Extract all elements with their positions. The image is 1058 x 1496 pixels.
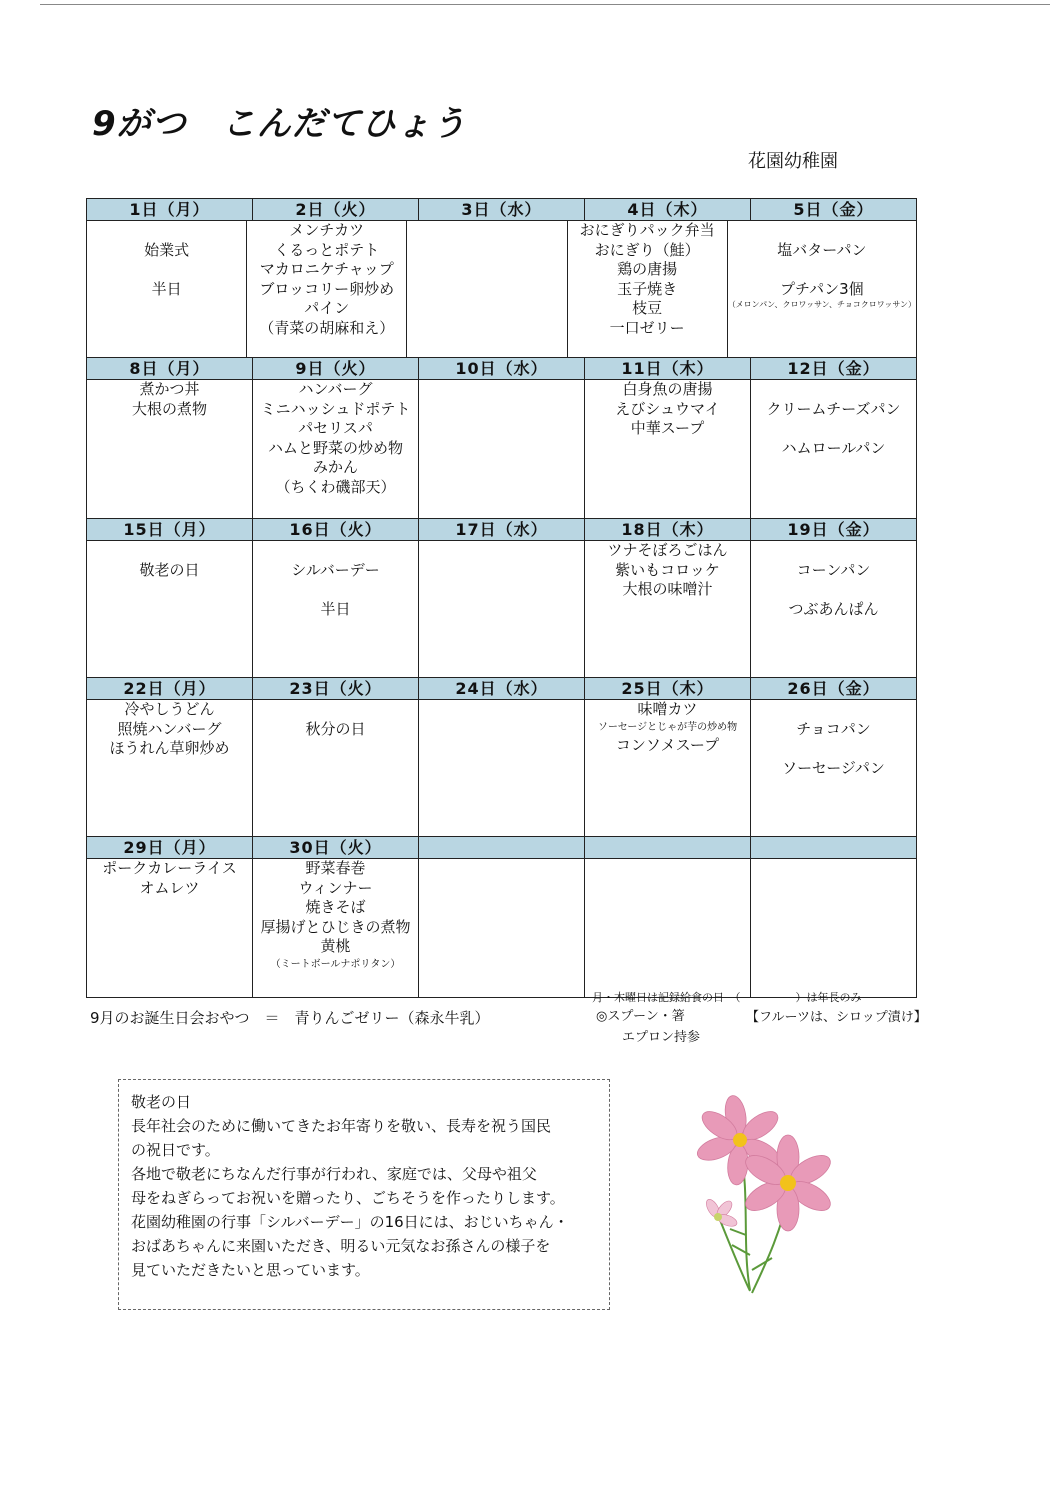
day-header: 1日（月） (129, 200, 210, 219)
day-header: 3日（水） (418, 199, 584, 220)
day-menu-cell (406, 221, 566, 357)
day-header: 22日（月） (123, 679, 216, 698)
menu-item: 煮かつ丼 (139, 380, 200, 398)
menu-item: 大根の煮物 (131, 399, 207, 418)
day-menu-cell (252, 700, 418, 836)
menu-item: ハムロールパン (781, 438, 886, 457)
menu-item: 野菜春巻 (305, 859, 366, 877)
day-header: 29日（月） (123, 838, 216, 857)
menu-item: ハムと野菜の炒め物 (267, 438, 403, 457)
info-box-line: 各地で敬老にちなんだ行事が行われ、家庭では、父母や祖父 (131, 1165, 537, 1183)
menu-item: メンチカツ (289, 221, 365, 239)
day-menu-cell (418, 859, 584, 997)
day-header (750, 837, 916, 858)
info-box-line: おばあちゃんに来園いただき、明るい元気なお孫さんの様子を (131, 1237, 551, 1255)
day-header: 16日（火） (252, 519, 418, 540)
menu-item: シルバーデー (291, 560, 380, 579)
menu-item: パイン (304, 299, 350, 318)
menu-item: （ちくわ磯部天） (275, 477, 396, 496)
menu-item: 一口ゼリー (609, 318, 685, 337)
menu-item: 黄桃 (320, 937, 351, 956)
menu-item: 紫いもコロッケ (615, 560, 720, 579)
menu-item: 秋分の日 (305, 719, 366, 738)
menu-item: つぶあんぱん (788, 599, 879, 618)
week-menu-row (87, 541, 916, 677)
day-header: 26日（金） (750, 678, 916, 699)
menu-item (751, 380, 916, 400)
menu-item (751, 739, 916, 759)
menu-item (751, 419, 916, 439)
day-header: 2日（火） (252, 199, 418, 220)
menu-item: ほうれん草卵炒め (109, 739, 230, 758)
menu-calendar (86, 198, 917, 998)
calendar-week (87, 518, 916, 677)
menu-item: おにぎり（鮭） (594, 240, 700, 259)
menu-item: えびシュウマイ (615, 399, 720, 418)
week-header-row (87, 677, 916, 700)
school-name: 花園幼稚園 (748, 151, 838, 172)
menu-item (253, 541, 418, 561)
menu-item: 玉子焼き (617, 279, 678, 298)
menu-item: （ミートボールナポリタン） (270, 958, 401, 970)
day-menu-cell (252, 859, 418, 997)
menu-item (751, 700, 916, 720)
day-header: 23日（火） (252, 678, 418, 699)
day-header: 24日（水） (418, 678, 584, 699)
apron-note: エプロン持参 (622, 1030, 701, 1045)
day-menu-cell (584, 700, 750, 836)
menu-item: ソーセージとじゃが芋の炒め物 (597, 721, 738, 733)
menu-item (728, 260, 916, 280)
day-header: 11日（木） (584, 358, 750, 379)
week-menu-row (87, 700, 916, 836)
week-menu-row (87, 221, 916, 357)
info-box-line: 花園幼稚園の行事「シルバーデー」の16日には、おじいちゃん・ (131, 1213, 569, 1231)
menu-item: ミニハッシュドポテト (260, 399, 411, 418)
menu-item (87, 260, 246, 280)
day-menu-cell (87, 541, 252, 677)
menu-item: 照焼ハンバーグ (117, 719, 222, 738)
respect-aged-day-box (118, 1079, 610, 1310)
week-menu-row (87, 859, 916, 997)
day-menu-cell (418, 541, 584, 677)
day-menu-cell (584, 380, 750, 518)
calendar-week (87, 836, 916, 997)
day-header: 15日（月） (123, 520, 216, 539)
menu-item (253, 700, 418, 720)
menu-item: 大根の味噌汁 (622, 580, 713, 599)
day-header (418, 837, 584, 858)
day-header: 25日（木） (584, 678, 750, 699)
menu-item: くるっとポテト (274, 240, 380, 259)
menu-item: マカロニケチャップ (259, 260, 394, 279)
week-header-row (87, 198, 916, 221)
day-menu-cell (727, 221, 916, 357)
menu-item: 冷やしうどん (124, 700, 215, 718)
menu-item (87, 221, 246, 241)
fruit-note: 【フルーツは、シロップ漬け】 (746, 1010, 927, 1025)
info-box-line: 見ていただきたいと思っています。 (131, 1261, 370, 1279)
menu-item: ポークカレーライス (102, 859, 237, 877)
day-menu-cell (252, 541, 418, 677)
day-header: 17日（水） (418, 519, 584, 540)
top-border-line (40, 4, 1050, 5)
menu-item: コンソメスープ (615, 735, 720, 754)
day-menu-cell (418, 700, 584, 836)
week-header-row (87, 836, 916, 859)
day-header: 18日（木） (584, 519, 750, 540)
day-menu-cell (252, 380, 418, 518)
menu-item: みかん (312, 458, 358, 477)
info-box-lines (131, 1114, 609, 1282)
day-menu-cell (584, 541, 750, 677)
menu-item: ツナそぼろごはん (607, 541, 728, 559)
day-menu-cell (750, 380, 916, 518)
menu-item: オムレツ (139, 878, 200, 897)
menu-item: 白身魚の唐揚 (622, 380, 713, 398)
menu-item: 味噌カツ (637, 700, 698, 718)
menu-item: 中華スープ (630, 419, 705, 438)
info-box-line: 長年社会のために働いてきたお年寄りを敬い、長寿を祝う国民 (131, 1117, 552, 1135)
day-header: 12日（金） (750, 358, 916, 379)
menu-item (751, 580, 916, 600)
menu-item: プチパン3個 (780, 279, 864, 298)
menu-item: クリームチーズパン (766, 399, 901, 418)
day-menu-cell (87, 221, 246, 357)
info-box-line: 母をねぎらってお祝いを贈ったり、ごちそうを作ったりします。 (131, 1189, 565, 1207)
calendar-week (87, 357, 916, 518)
menu-item: ソーセージパン (782, 758, 885, 777)
menu-item: 厚揚げとひじきの煮物 (260, 917, 411, 936)
menu-item: 始業式 (144, 240, 190, 259)
day-header: 9日（火） (252, 358, 418, 379)
menu-item: 塩バターパン (777, 240, 867, 259)
cosmos-flower-illustration (680, 1095, 850, 1300)
day-header: 8日（月） (129, 359, 210, 378)
week-menu-row (87, 380, 916, 518)
menu-item: （青菜の胡麻和え） (259, 318, 395, 337)
menu-item: 鶏の唐揚 (617, 260, 678, 279)
menu-item: ブロッコリー卵炒め (259, 279, 395, 298)
day-header: 5日（金） (750, 199, 916, 220)
menu-item (253, 580, 418, 600)
menu-item: 焼きそば (305, 898, 366, 917)
day-menu-cell (750, 859, 916, 997)
info-box-line: の祝日です。 (131, 1141, 220, 1159)
day-header (584, 837, 750, 858)
day-menu-cell (87, 859, 252, 997)
day-menu-cell (750, 700, 916, 836)
menu-item: （メロンパン、クロワッサン、チョコクロワッサン） (727, 300, 917, 310)
day-header: 4日（木） (584, 199, 750, 220)
menu-item: 枝豆 (632, 299, 663, 318)
menu-item (87, 541, 252, 561)
menu-item: おにぎりパック弁当 (579, 221, 715, 239)
spoon-chopsticks-note: ◎スプーン・箸 (596, 1009, 685, 1024)
day-menu-cell (567, 221, 727, 357)
day-menu-cell (584, 859, 750, 997)
page-title: 9がつ こんだてひょう (92, 104, 467, 144)
menu-item: ウィンナー (298, 878, 373, 897)
day-header: 30日（火） (252, 837, 418, 858)
menu-item (728, 221, 916, 241)
day-menu-cell (87, 380, 252, 518)
birthday-snack-note: 9月のお誕生日会おやつ ＝ 青りんごゼリー（森永牛乳） (90, 1009, 490, 1027)
day-header: 10日（水） (418, 358, 584, 379)
day-menu-cell (87, 700, 252, 836)
menu-item: パセリスパ (298, 419, 373, 438)
menu-item: チョコパン (796, 719, 871, 738)
day-menu-cell (418, 380, 584, 518)
menu-item: 半日 (320, 599, 351, 618)
menu-item (751, 541, 916, 561)
day-menu-cell (246, 221, 406, 357)
info-box-heading: 敬老の日 (131, 1093, 192, 1111)
week-header-row (87, 518, 916, 541)
week-header-row (87, 357, 916, 380)
calendar-week (87, 198, 916, 357)
calendar-week (87, 677, 916, 836)
day-header: 19日（金） (750, 519, 916, 540)
menu-item: 半日 (151, 279, 182, 298)
menu-item: コーンパン (796, 560, 871, 579)
menu-item: ハンバーグ (298, 380, 373, 398)
menu-item: 敬老の日 (139, 560, 200, 579)
record-lunch-note: 月・木曜日は記録給食の日 （ ）は年長のみ (592, 991, 862, 1004)
day-menu-cell (750, 541, 916, 677)
